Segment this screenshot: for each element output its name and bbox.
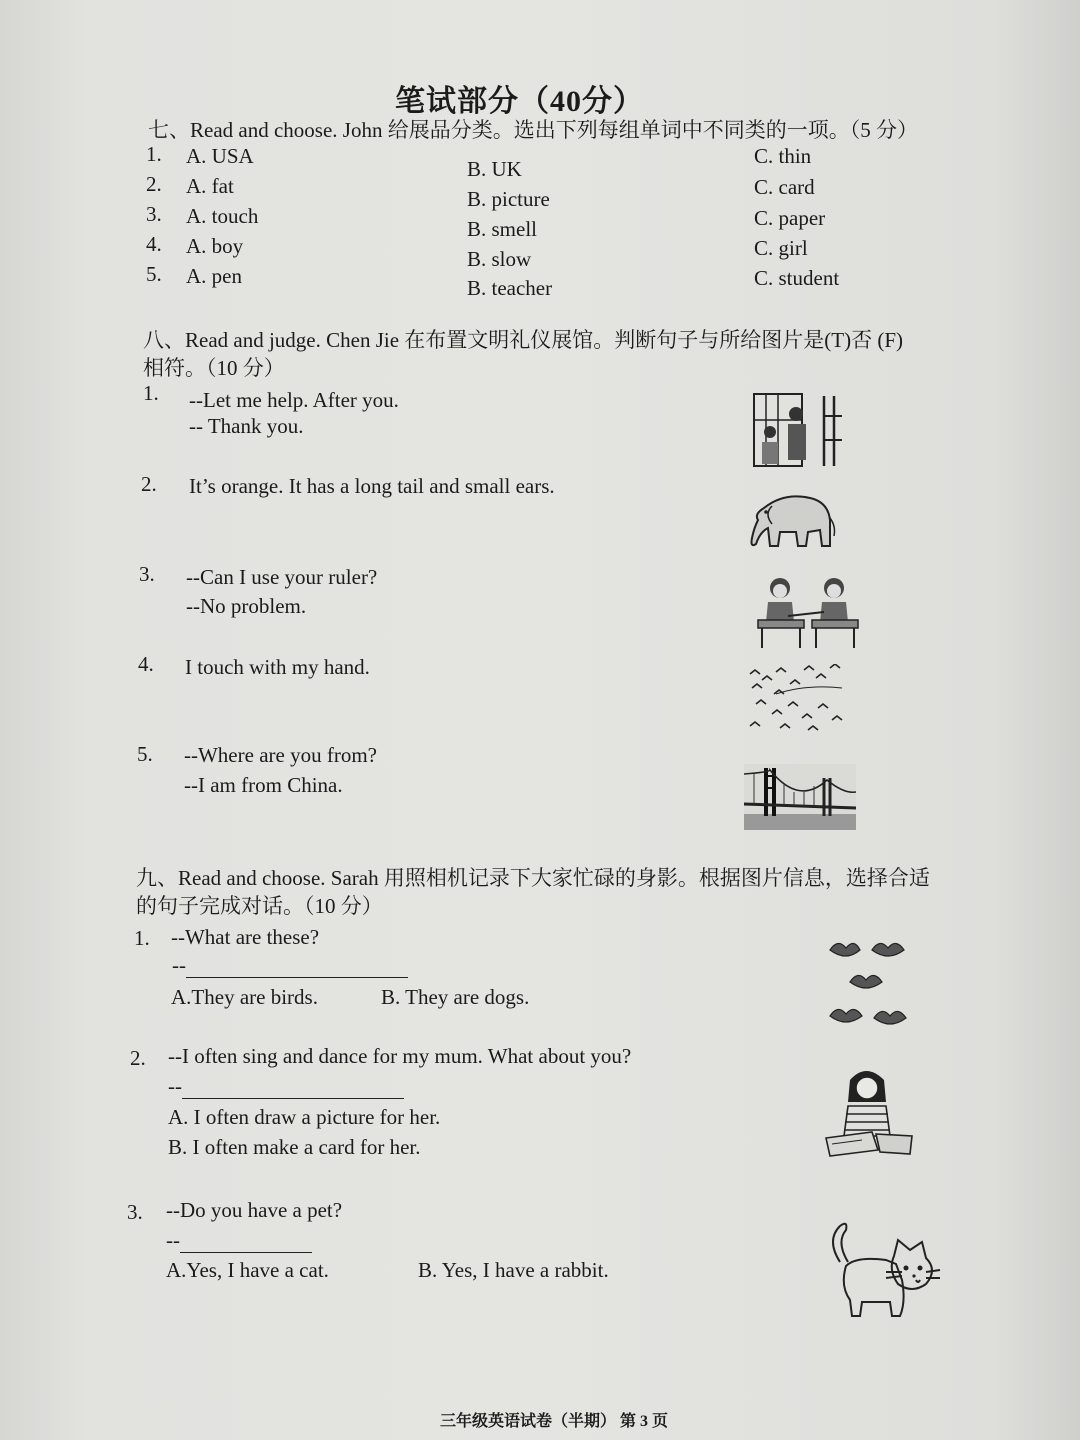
- picture-golden-gate-bridge: [744, 764, 856, 830]
- s8-item-3-line2: --No problem.: [186, 594, 307, 618]
- s7-row-4-option-a: A. boy: [186, 234, 244, 258]
- s8-item-3-line1: --Can I use your ruler?: [186, 565, 378, 589]
- s8-item-3-num: 3.: [139, 562, 155, 586]
- s9-item-3-question: --Do you have a pet?: [166, 1198, 343, 1222]
- section-9-heading: 九、Read and choose. Sarah 用照相机记录下大家忙碌的身影。根据图片信息，选择合适: [136, 866, 930, 890]
- picture-birds-group: [826, 936, 912, 1036]
- s7-row-5-option-b: B. teacher: [467, 276, 553, 300]
- picture-students-sharing-ruler: [754, 572, 862, 650]
- s7-row-3-num: 3.: [146, 202, 162, 226]
- s8-item-4-line1: I touch with my hand.: [185, 655, 370, 679]
- s7-row-2-option-c: C. card: [754, 175, 815, 199]
- s7-row-2-option-a: A. fat: [186, 174, 234, 198]
- s9-item-1-option-a: A.They are birds.: [171, 985, 318, 1009]
- s8-item-1-num: 1.: [143, 381, 159, 405]
- s9-item-3-option-a: A.Yes, I have a cat.: [166, 1258, 329, 1282]
- s8-item-2-num: 2.: [141, 472, 157, 496]
- s9-item-2-num: 2.: [130, 1046, 146, 1070]
- s8-item-2-line1: It’s orange. It has a long tail and small ears.: [189, 474, 555, 498]
- s7-row-1-option-b: B. UK: [467, 157, 522, 181]
- s7-row-1-option-c: C. thin: [754, 144, 812, 168]
- s7-row-2-num: 2.: [146, 172, 162, 196]
- s7-row-4-option-b: B. slow: [467, 247, 532, 271]
- s8-item-5-line2: --I am from China.: [184, 773, 343, 797]
- s9-item-3-answer-prefix: --: [166, 1228, 180, 1252]
- s9-item-3-answer-line[interactable]: [166, 1228, 312, 1253]
- s8-item-1-line2: -- Thank you.: [189, 414, 304, 438]
- s9-item-1-option-b: B. They are dogs.: [381, 985, 530, 1009]
- s7-row-5-option-a: A. pen: [186, 264, 242, 288]
- s7-row-1-option-a: A. USA: [186, 144, 254, 168]
- s8-item-1-line1: --Let me help. After you.: [189, 388, 399, 412]
- s7-row-5-num: 5.: [146, 262, 162, 286]
- s9-item-2-option-b: B. I often make a card for her.: [168, 1135, 421, 1159]
- s9-item-1-answer-prefix: --: [172, 953, 186, 977]
- s7-row-2-option-b: B. picture: [467, 187, 550, 211]
- s8-item-5-num: 5.: [137, 742, 153, 766]
- s9-item-1-answer-line[interactable]: [172, 953, 408, 978]
- s9-item-2-answer-line[interactable]: [168, 1074, 404, 1099]
- s8-item-5-line1: --Where are you from?: [184, 743, 377, 767]
- picture-children-at-door: [752, 390, 847, 470]
- s7-row-4-option-c: C. girl: [754, 236, 808, 260]
- s9-item-3-option-b: B. Yes, I have a rabbit.: [418, 1258, 609, 1282]
- s9-item-2-answer-prefix: --: [168, 1074, 182, 1098]
- page-footer: 三年级英语试卷（半期） 第 3 页: [440, 1413, 669, 1430]
- s8-item-4-num: 4.: [138, 652, 154, 676]
- section-8-heading: 八、Read and judge. Chen Jie 在布置文明礼仪展馆。判断句子与所给图片是(T)否 (F): [143, 328, 904, 352]
- s7-row-3-option-b: B. smell: [467, 217, 538, 241]
- s9-item-2-answer-blank[interactable]: [182, 1076, 404, 1099]
- s7-row-3-option-c: C. paper: [754, 206, 826, 230]
- section-9-heading-cont: 的句子完成对话。（10 分）: [136, 894, 383, 918]
- page-title: 笔试部分（40分）: [395, 85, 644, 118]
- s9-item-2-option-a: A. I often draw a picture for her.: [168, 1105, 441, 1129]
- s9-item-3-answer-blank[interactable]: [180, 1230, 312, 1253]
- picture-cat: [826, 1220, 942, 1324]
- picture-girl-drawing: [822, 1062, 918, 1162]
- s9-item-1-question: --What are these?: [171, 925, 320, 949]
- s7-row-3-option-a: A. touch: [186, 204, 259, 228]
- s9-item-2-question: --I often sing and dance for my mum. What about you?: [168, 1044, 632, 1068]
- section-7-heading: 七、Read and choose. John 给展品分类。选出下列每组单词中不同类的一项。（5 分）: [148, 118, 918, 142]
- s7-row-1-num: 1.: [146, 142, 162, 166]
- section-8-heading-cont: 相符。（10 分）: [143, 356, 285, 380]
- s9-item-3-num: 3.: [127, 1200, 143, 1224]
- s9-item-1-answer-blank[interactable]: [186, 955, 408, 978]
- s7-row-5-option-c: C. student: [754, 266, 840, 290]
- s9-item-1-num: 1.: [134, 926, 150, 950]
- picture-elephant: [744, 488, 840, 554]
- picture-birds-flying: [746, 664, 846, 736]
- s7-row-4-num: 4.: [146, 232, 162, 256]
